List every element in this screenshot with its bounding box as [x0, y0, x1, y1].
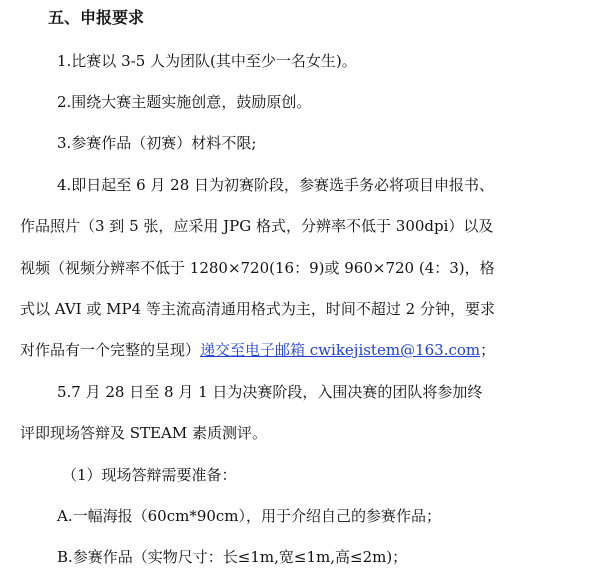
requirement-item-4-line-5-text: 对作品有一个完整的呈现） [20, 341, 201, 359]
email-submission-link[interactable]: 递交至电子邮箱 cwikejistem@163.com [200, 341, 481, 359]
requirement-item-4-line-3: 视频（视频分辨率不低于 1280×720(16：9)或 960×720 (4：3)，格 [20, 259, 495, 277]
requirement-item-3: 3.参赛作品（初赛）材料不限; [57, 134, 257, 152]
requirement-item-4-line-5 [0, 340, 601, 360]
requirement-item-4-line-5-end: ； [480, 341, 496, 359]
requirement-item-4-line-2: 作品照片（3 到 5 张，应采用 JPG 格式，分辨率不低于 300dpi）以及 [20, 217, 494, 235]
requirement-item-5-line-1: 5.7 月 28 日至 8 月 1 日为决赛阶段，入围决赛的团队将参加终 [57, 383, 483, 401]
section-title: 五、申报要求 [48, 8, 145, 27]
sub-item-1: （1）现场答辩需要准备： [62, 466, 237, 484]
requirement-item-2: 2.围绕大赛主题实施创意，鼓励原创。 [57, 93, 312, 111]
sub-item-a: A.一幅海报（60cm*90cm），用于介绍自己的参赛作品； [57, 507, 442, 525]
requirement-item-5-line-2: 评即现场答辩及 STEAM 素质测评。 [20, 424, 267, 442]
requirement-item-4-line-1: 4.即日起至 6 月 28 日为初赛阶段，参赛选手务必将项目申报书、 [57, 176, 495, 194]
requirement-item-4-line-4: 式以 AVI 或 MP4 等主流高清通用格式为主，时间不超过 2 分钟，要求 [20, 300, 495, 318]
requirement-item-1: 1.比赛以 3-5 人为团队(其中至少一名女生)。 [57, 52, 357, 70]
sub-item-b: B.参赛作品（实物尺寸：长≤1m,宽≤1m,高≤2m)； [57, 548, 408, 566]
